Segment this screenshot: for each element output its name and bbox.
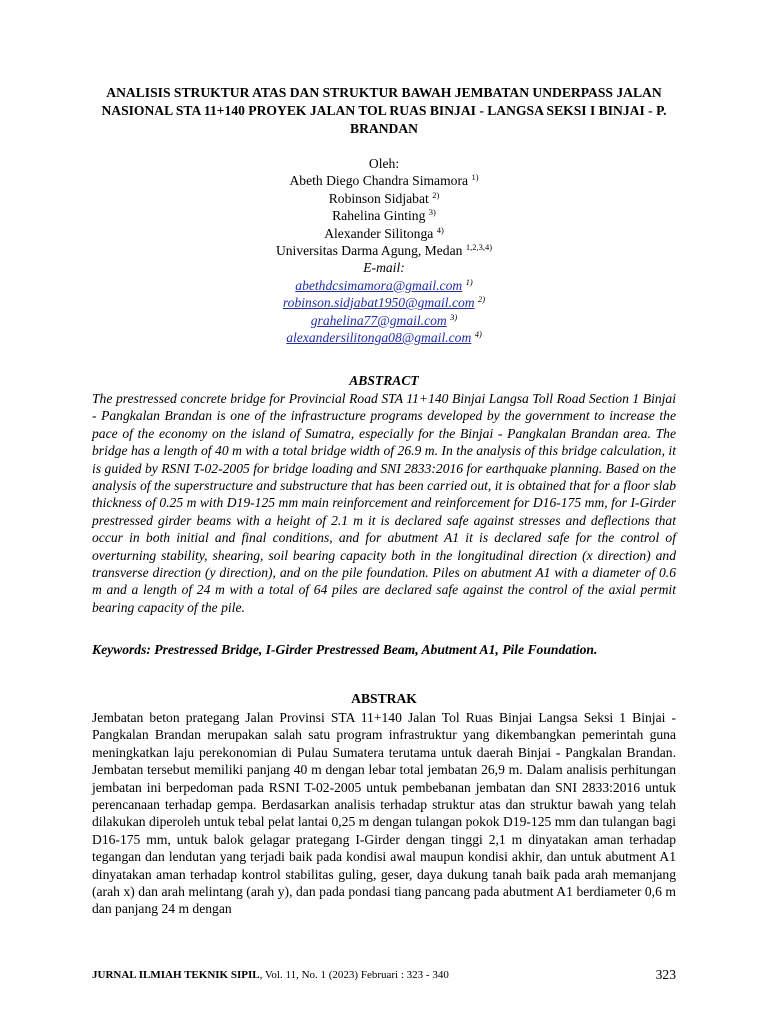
email-link[interactable]: alexandersilitonga08@gmail.com (286, 330, 472, 346)
author-mark: 1) (471, 172, 479, 183)
email-link[interactable]: grahelina77@gmail.com (310, 312, 447, 328)
abstrak-indonesian: Jembatan beton prategang Jalan Provinsi STA 11+140 Jalan Tol Ruas Binjai Langsa Seksi 1 Binjai - Pangkalan Brandan merupakan salah satu program infrastruktur yang dikembangkan pemerintah guna meningkatkan laju perekonomian di Pulau Sumatera terutama untuk daerah Binjai - Pangkalan Brandan. Jembatan tersebut memiliki panjang 40 m dengan lebar total jembatan 26,9 m. Dalam analisis perhitungan jembatan ini berpedoman pada RSNI T-02-2005 untuk pembebanan jembatan dan SNI 2833:2016 untuk perencanaan terhadap gempa. Berdasarkan analisis terhadap struktur atas dan struktur bawah yang telah dilakukan diperoleh untuk tebal pelat lantai 0,25 m dengan tulangan pokok D19-125 mm dan tulangan bagi D16-175 mm, untuk balok gelagar prategang I-Girder dengan tinggi 2,1 m dinyatakan aman terhadap tegangan dan lendutan yang terjadi baik pada kondisi awal maupun kondisi akhir, dan untuk abutment A1 dinyatakan aman terhadap kontrol stabilitas guling, geser, daya dukung tanah baik pada arah memanjang (arah x) dan arah melintang (arah y), dan pada pondasi tiang pancang pada abutment A1 berdiameter 0,6 m dan panjang 24 m dengan (92, 710, 676, 917)
author-mark: 3) (428, 207, 436, 218)
oleh-label: Oleh: (368, 156, 400, 171)
author-mark: 4) (436, 224, 444, 235)
author-line (92, 225, 676, 242)
affiliation-line (92, 242, 676, 259)
author-line (92, 172, 676, 189)
email-mark: 4) (474, 329, 482, 340)
author-name: Alexander Silitonga (324, 225, 434, 241)
email-line (92, 277, 676, 294)
email-line (92, 329, 676, 346)
affiliation-name: Universitas Darma Agung, Medan (275, 243, 463, 259)
email-link[interactable]: abethdcsimamora@gmail.com (295, 277, 463, 293)
abstract-english: The prestressed concrete bridge for Provincial Road STA 11+140 Binjai Langsa Toll Road Section 1 Binjai - Pangkalan Brandan is one of the infrastructure programs developed by the government to increase the pace of the economy on the island of Sumatra, especially for the Binjai - Pangkalan Brandan area. The bridge has a length of 40 m with a total bridge width of 26.9 m. In the analysis of this bridge calculation, it is guided by RSNI T-02-2005 for bridge loading and SNI 2833:2016 for earthquake planning. Based on the analysis of the superstructure and substructure that has been carried out, it is obtained that for a floor slab thickness of 0.25 m with D19-125 mm main reinforcement and reinforcement for D16-175 mm, for I-Girder prestressed girder beams with a height of 2.1 m it is declared safe against stresses and deflections that occur in both initial and final conditions, and for abutment A1 it is declared safe for the control of overturning stability, shearing, soil bearing capacity both in the longitudinal direction (x direction) and transverse direction (y direction), and on the pile foundation. Piles on abutment A1 with a diameter of 0.6 m and a length of 24 m with a total of 64 piles are declared safe against the control of the axial permit bearing capacity of the pile. (92, 391, 676, 615)
email-link[interactable]: robinson.sidjabat1950@gmail.com (282, 295, 475, 311)
email-line (92, 294, 676, 311)
email-label: E-mail: (363, 260, 405, 276)
email-mark: 3) (450, 311, 458, 322)
email-line (92, 312, 676, 329)
abstrak-heading: ABSTRAK (351, 691, 417, 706)
affiliation-mark: 1,2,3,4) (465, 242, 493, 253)
journal-details: , Vol. 11, No. 1 (2023) Februari : 323 - 340 (259, 969, 449, 981)
author-name: Robinson Sidjabat (328, 190, 429, 206)
author-line (92, 190, 676, 207)
paper-title: ANALISIS STRUKTUR ATAS DAN STRUKTUR BAWAH JEMBATAN UNDERPASS JALAN NASIONAL STA 11+140 PROYEK JALAN TOL RUAS BINJAI - LANGSA SEKSI I BINJAI - P. BRANDAN (101, 85, 667, 136)
email-mark: 2) (478, 294, 486, 305)
author-block (92, 155, 676, 346)
email-mark: 1) (465, 276, 473, 287)
abstract-heading: ABSTRACT (349, 373, 419, 388)
page-number: 323 (655, 967, 676, 982)
journal-name: JURNAL ILMIAH TEKNIK SIPIL (92, 969, 260, 981)
author-name: Abeth Diego Chandra Simamora (289, 173, 469, 189)
keywords: Keywords: Prestressed Bridge, I-Girder Prestressed Beam, Abutment A1, Pile Foundation. (92, 642, 598, 657)
author-name: Rahelina Ginting (332, 208, 426, 224)
author-mark: 2) (432, 189, 440, 200)
author-line (92, 207, 676, 224)
page-footer (92, 969, 449, 981)
